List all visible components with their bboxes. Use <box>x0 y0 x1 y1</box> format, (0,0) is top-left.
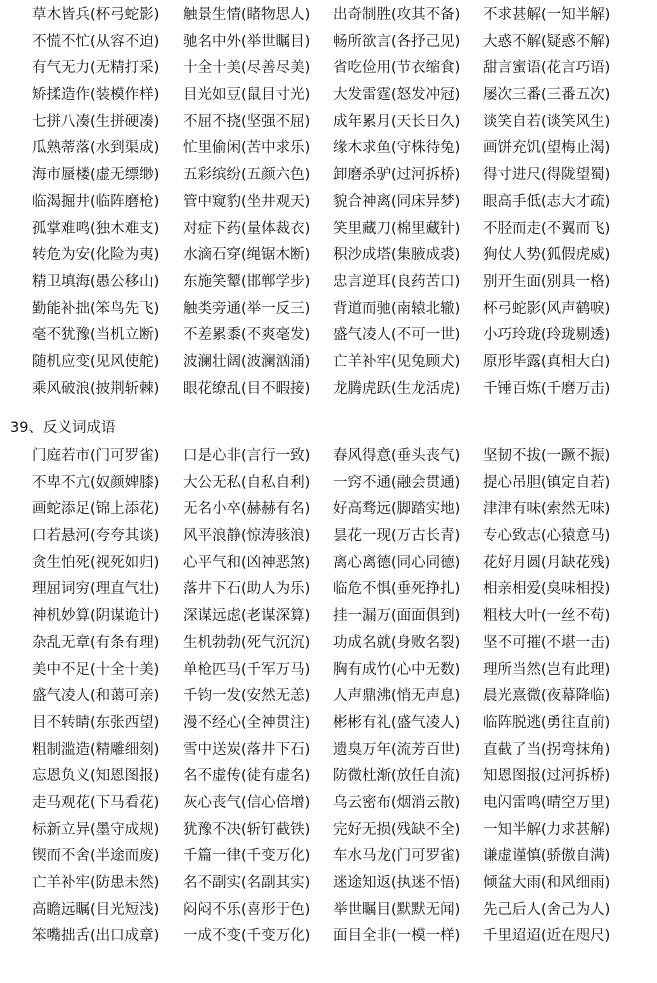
idiom-pair: 好高骛远(脚踏实地) <box>333 501 461 518</box>
idiom-pair: 龙腾虎跃(生龙活虎) <box>333 380 461 397</box>
idiom-pair: 贪生怕死(视死如归) <box>32 554 160 571</box>
idiom-pair: 得寸进尺(得陇望蜀) <box>483 167 611 184</box>
idiom-pair: 津津有味(索然无味) <box>483 501 611 518</box>
idiom-pair: 标新立异(墨守成规) <box>32 821 160 838</box>
idiom-pair: 彬彬有礼(盛气凌人) <box>333 714 461 731</box>
idiom-pair: 别开生面(别具一格) <box>483 273 611 290</box>
idiom-row <box>0 55 657 82</box>
idiom-pair: 精卫填海(愚公移山) <box>32 273 160 290</box>
idiom-pair: 忙里偷闲(苦中求乐) <box>183 140 311 157</box>
idiom-pair: 面目全非(一模一样) <box>333 928 461 945</box>
idiom-row <box>0 296 657 323</box>
idiom-pair: 昙花一现(万古长青) <box>333 528 461 545</box>
idiom-row <box>0 630 657 657</box>
idiom-row <box>0 322 657 349</box>
idiom-pair: 貌合神离(同床异梦) <box>333 193 461 210</box>
idiom-pair: 心平气和(凶神恶煞) <box>183 554 311 571</box>
idiom-pair: 东施笑颦(邯郸学步) <box>183 273 311 290</box>
idiom-row <box>0 737 657 764</box>
idiom-row <box>0 763 657 790</box>
idiom-row <box>0 216 657 243</box>
idiom-pair: 不屈不挠(坚强不屈) <box>183 113 311 130</box>
idiom-row <box>0 109 657 136</box>
idiom-pair: 口若悬河(夸夸其谈) <box>32 528 160 545</box>
idiom-pair: 积沙成塔(集腋成裘) <box>333 247 461 264</box>
idiom-pair: 杯弓蛇影(风声鹤唳) <box>483 300 611 317</box>
idiom-pair: 眼花缭乱(目不暇接) <box>183 380 311 397</box>
idiom-pair: 原形毕露(真相大白) <box>483 353 611 370</box>
idiom-pair: 屡次三番(三番五次) <box>483 87 611 104</box>
idiom-pair: 小巧玲珑(玲珑剔透) <box>483 327 611 344</box>
idiom-pair: 完好无损(残缺不全) <box>333 821 461 838</box>
idiom-row <box>0 576 657 603</box>
idiom-pair: 十全十美(尽善尽美) <box>183 60 311 77</box>
idiom-pair: 七拼八凑(生拼硬凑) <box>32 113 160 130</box>
idiom-row <box>0 29 657 56</box>
idiom-pair: 一知半解(力求甚解) <box>483 821 611 838</box>
idiom-pair: 矫揉造作(装模作样) <box>32 87 160 104</box>
idiom-pair: 名不虚传(徒有虚名) <box>183 768 311 785</box>
idiom-pair: 眼高手低(志大才疏) <box>483 193 611 210</box>
idiom-pair: 提心吊胆(镇定自若) <box>483 474 611 491</box>
idiom-pair: 触类旁通(举一反三) <box>183 300 311 317</box>
idiom-row <box>0 523 657 550</box>
idiom-pair: 千锤百炼(千磨万击) <box>483 380 611 397</box>
idiom-pair: 门庭若市(门可罗雀) <box>32 448 160 464</box>
idiom-pair: 忘恩负义(知恩图报) <box>32 768 160 785</box>
idiom-row <box>0 897 657 924</box>
idiom-pair: 触景生情(睹物思人) <box>183 7 311 23</box>
idiom-row <box>0 790 657 817</box>
idiom-pair: 成年累月(天长日久) <box>333 113 461 130</box>
idiom-pair: 杂乱无章(有条有理) <box>32 634 160 651</box>
idiom-pair: 名不副实(名副其实) <box>183 875 311 891</box>
idiom-list-continued <box>0 2 657 402</box>
idiom-pair: 理所当然(岂有此理) <box>483 661 611 678</box>
idiom-pair: 孤掌难鸣(独木难支) <box>32 220 160 237</box>
idiom-row <box>0 82 657 109</box>
idiom-pair: 坚韧不拔(一蹶不振) <box>483 448 611 464</box>
idiom-pair: 笨嘴拙舌(出口成章) <box>32 928 160 945</box>
idiom-pair: 先己后人(舍己为人) <box>483 901 611 918</box>
idiom-pair: 落井下石(助人为乐) <box>183 581 311 598</box>
idiom-pair: 功成名就(身败名裂) <box>333 634 461 651</box>
idiom-pair: 乌云密布(烟消云散) <box>333 794 461 811</box>
idiom-pair: 粗枝大叶(一丝不苟) <box>483 608 611 625</box>
idiom-row <box>0 135 657 162</box>
idiom-pair: 盛气凌人(不可一世) <box>333 327 461 344</box>
idiom-pair: 亡羊补牢(防患未然) <box>32 875 160 891</box>
idiom-pair: 坚不可摧(不堪一击) <box>483 634 611 651</box>
idiom-pair: 卸磨杀驴(过河拆桥) <box>333 167 461 184</box>
idiom-row <box>0 470 657 497</box>
idiom-row <box>0 496 657 523</box>
idiom-pair: 目光如豆(鼠目寸光) <box>183 87 311 104</box>
idiom-pair: 亡羊补牢(见兔顾犬) <box>333 353 461 370</box>
idiom-row <box>0 683 657 710</box>
idiom-row <box>0 189 657 216</box>
idiom-pair: 专心致志(心猿意马) <box>483 528 611 545</box>
idiom-pair: 画蛇添足(锦上添花) <box>32 501 160 518</box>
idiom-pair: 一成不变(千变万化) <box>183 928 311 945</box>
idiom-pair: 深谋远虑(老谋深算) <box>183 608 311 625</box>
idiom-pair: 临危不惧(垂死挣扎) <box>333 581 461 598</box>
idiom-pair: 不差累黍(不爽毫发) <box>183 327 311 344</box>
idiom-pair: 毫不犹豫(当机立断) <box>32 327 160 344</box>
idiom-pair: 管中窥豹(坐井观天) <box>183 193 311 210</box>
idiom-pair: 倾盆大雨(和风细雨) <box>483 875 611 891</box>
idiom-pair: 勤能补拙(笨鸟先飞) <box>32 300 160 317</box>
idiom-pair: 草木皆兵(杯弓蛇影) <box>32 7 160 23</box>
idiom-pair: 花好月圆(月缺花残) <box>483 554 611 571</box>
idiom-row <box>0 550 657 577</box>
idiom-pair: 盛气凌人(和蔼可亲) <box>32 688 160 705</box>
idiom-pair: 不胫而走(不翼而飞) <box>483 220 611 237</box>
idiom-row <box>0 443 657 470</box>
idiom-pair: 闷闷不乐(喜形于色) <box>183 901 311 918</box>
idiom-pair: 临渴掘井(临阵磨枪) <box>32 193 160 210</box>
idiom-pair: 出奇制胜(攻其不备) <box>333 7 461 23</box>
idiom-pair: 漫不经心(全神贯注) <box>183 714 311 731</box>
idiom-row <box>0 817 657 844</box>
idiom-pair: 举世瞩目(默默无闻) <box>333 901 461 918</box>
idiom-pair: 不卑不亢(奴颜婢膝) <box>32 474 160 491</box>
idiom-pair: 无名小卒(赫赫有名) <box>183 501 311 518</box>
idiom-row <box>0 162 657 189</box>
idiom-pair: 画饼充饥(望梅止渴) <box>483 140 611 157</box>
idiom-pair: 知恩图报(过河拆桥) <box>483 768 611 785</box>
idiom-row <box>0 870 657 897</box>
idiom-pair: 省吃俭用(节衣缩食) <box>333 60 461 77</box>
idiom-pair: 畅所欲言(各抒己见) <box>333 33 461 50</box>
idiom-row <box>0 603 657 630</box>
idiom-pair: 瓜熟蒂落(水到渠成) <box>32 140 160 157</box>
idiom-row <box>0 710 657 737</box>
idiom-pair: 随机应变(见风使舵) <box>32 353 160 370</box>
idiom-pair: 狗仗人势(狐假虎威) <box>483 247 611 264</box>
idiom-row <box>0 242 657 269</box>
idiom-pair: 美中不足(十全十美) <box>32 661 160 678</box>
idiom-pair: 对症下药(量体裁衣) <box>183 220 311 237</box>
idiom-pair: 甜言蜜语(花言巧语) <box>483 60 611 77</box>
idiom-row <box>0 657 657 684</box>
idiom-pair: 犹豫不决(斩钉截铁) <box>183 821 311 838</box>
idiom-pair: 千篇一律(千变万化) <box>183 848 311 865</box>
idiom-pair: 不求甚解(一知半解) <box>483 7 611 23</box>
section-title-antonym-idioms: 39、反义词成语 <box>10 420 116 436</box>
idiom-pair: 挂一漏万(面面俱到) <box>333 608 461 625</box>
idiom-pair: 临阵脱逃(勇往直前) <box>483 714 611 731</box>
idiom-pair: 波澜壮阔(波澜汹涌) <box>183 353 311 370</box>
idiom-pair: 忠言逆耳(良药苦口) <box>333 273 461 290</box>
idiom-pair: 锲而不舍(半途而废) <box>32 848 160 865</box>
idiom-pair: 谦虚谨慎(骄傲自满) <box>483 848 611 865</box>
idiom-pair: 胸有成竹(心中无数) <box>333 661 461 678</box>
idiom-pair: 千钧一发(安然无恙) <box>183 688 311 705</box>
idiom-pair: 不慌不忙(从容不迫) <box>32 33 160 50</box>
idiom-pair: 一窍不通(融会贯通) <box>333 474 461 491</box>
idiom-pair: 背道而驰(南辕北辙) <box>333 300 461 317</box>
idiom-row <box>0 2 657 29</box>
idiom-row <box>0 376 657 403</box>
idiom-pair: 单枪匹马(千军万马) <box>183 661 311 678</box>
idiom-pair: 生机勃勃(死气沉沉) <box>183 634 311 651</box>
idiom-pair: 大发雷霆(怒发冲冠) <box>333 87 461 104</box>
idiom-pair: 转危为安(化险为夷) <box>32 247 160 264</box>
idiom-pair: 灰心丧气(信心倍增) <box>183 794 311 811</box>
idiom-pair: 乘风破浪(披荆斩棘) <box>32 380 160 397</box>
idiom-pair: 风平浪静(惊涛骇浪) <box>183 528 311 545</box>
idiom-pair: 口是心非(言行一致) <box>183 448 311 464</box>
idiom-row <box>0 269 657 296</box>
idiom-pair: 迷途知返(执迷不悟) <box>333 875 461 891</box>
idiom-pair: 大惑不解(疑惑不解) <box>483 33 611 50</box>
idiom-pair: 防微杜渐(放任自流) <box>333 768 461 785</box>
idiom-pair: 离心离德(同心同德) <box>333 554 461 571</box>
idiom-row <box>0 923 657 950</box>
idiom-pair: 春风得意(垂头丧气) <box>333 448 461 464</box>
idiom-pair: 相亲相爱(臭味相投) <box>483 581 611 598</box>
idiom-pair: 驰名中外(举世瞩目) <box>183 33 311 50</box>
idiom-pair: 理屈词穷(理直气壮) <box>32 581 160 598</box>
idiom-pair: 人声鼎沸(悄无声息) <box>333 688 461 705</box>
antonym-idiom-list <box>0 443 657 950</box>
idiom-pair: 电闪雷鸣(晴空万里) <box>483 794 611 811</box>
idiom-pair: 水滴石穿(绳锯木断) <box>183 247 311 264</box>
idiom-pair: 车水马龙(门可罗雀) <box>333 848 461 865</box>
idiom-pair: 遗臭万年(流芳百世) <box>333 741 461 758</box>
idiom-pair: 目不转睛(东张西望) <box>32 714 160 731</box>
idiom-pair: 晨光熹微(夜幕降临) <box>483 688 611 705</box>
idiom-pair: 五彩缤纷(五颜六色) <box>183 167 311 184</box>
idiom-pair: 走马观花(下马看花) <box>32 794 160 811</box>
idiom-row <box>0 349 657 376</box>
idiom-pair: 直截了当(拐弯抹角) <box>483 741 611 758</box>
idiom-pair: 粗制滥造(精雕细刻) <box>32 741 160 758</box>
idiom-pair: 雪中送炭(落井下石) <box>183 741 311 758</box>
idiom-pair: 大公无私(自私自利) <box>183 474 311 491</box>
idiom-pair: 海市蜃楼(虚无缥缈) <box>32 167 160 184</box>
idiom-pair: 有气无力(无精打采) <box>32 60 160 77</box>
idiom-pair: 神机妙算(阴谋诡计) <box>32 608 160 625</box>
idiom-pair: 千里迢迢(近在咫尺) <box>483 928 611 945</box>
idiom-pair: 笑里藏刀(棉里藏针) <box>333 220 461 237</box>
idiom-row <box>0 843 657 870</box>
idiom-pair: 缘木求鱼(守株待兔) <box>333 140 461 157</box>
idiom-pair: 高瞻远瞩(目光短浅) <box>32 901 160 918</box>
idiom-pair: 谈笑自若(谈笑风生) <box>483 113 611 130</box>
